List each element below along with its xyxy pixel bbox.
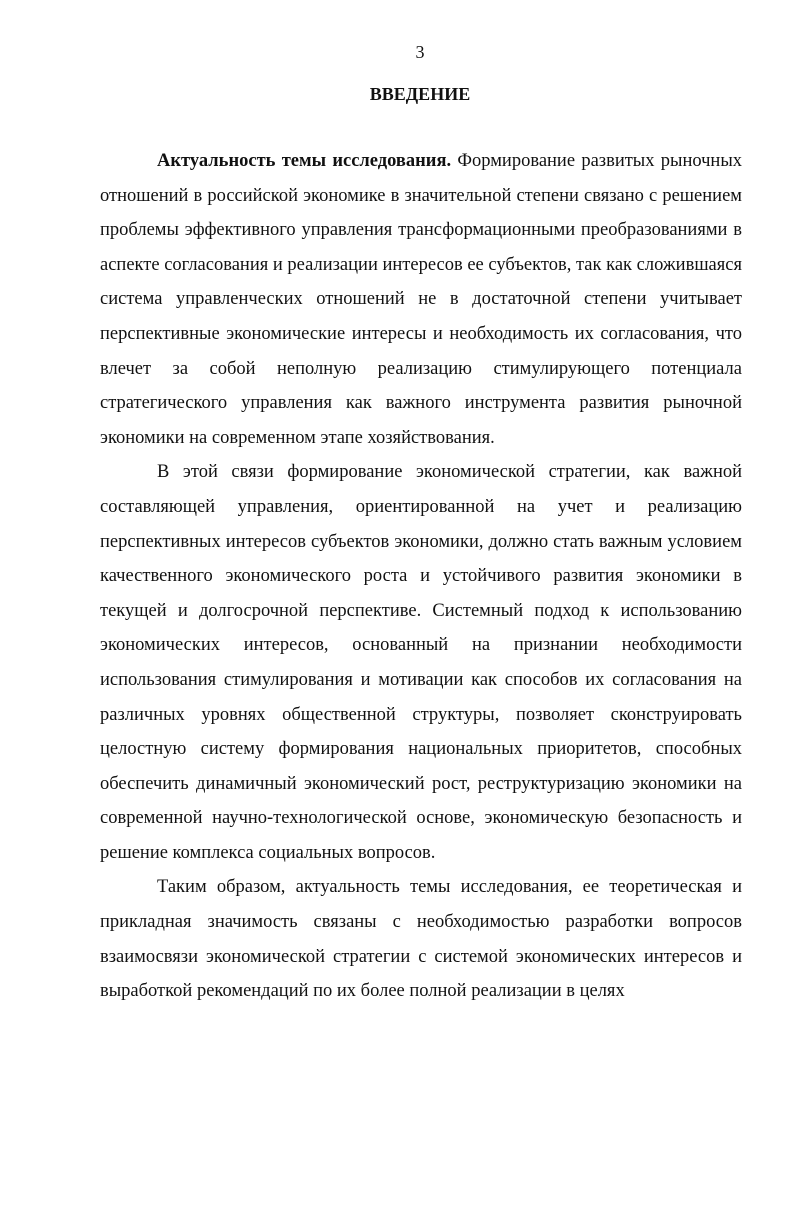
document-body — [100, 144, 742, 1009]
paragraph-text: Таким образом, актуальность темы исследования, ее теоретическая и прикладная значимость связаны с необходимостью разработки вопросов взаимосвязи экономической стратегии с системой экономических интересов и выработкой рекомендаций по их более полной реализации в целях — [100, 877, 742, 1002]
paragraph-text: Формирование развитых рыночных отношений в российской экономике в значительной степени связано с решением проблемы эффективного управления трансформационными преобразованиями в аспекте согласования и реализации интересов ее субъектов, так как сложившаяся система управленческих отношений не в достаточной степени учитывает перспективные экономические интересы и необходимость их согласования, что влечет за собой неполную реализацию стимулирующего потенциала стратегического управления как важного инструмента развития рыночной экономики на современном этапе хозяйствования. — [100, 151, 743, 448]
paragraph-conclusion — [100, 870, 742, 1008]
page-number: 3 — [415, 42, 425, 62]
paragraph-strategy — [100, 455, 742, 870]
paragraph-relevance — [100, 144, 742, 455]
paragraph-lead: Актуальность темы исследования. — [157, 151, 452, 171]
section-heading: ВВЕДЕНИЕ — [369, 84, 471, 104]
paragraph-text: В этой связи формирование экономической стратегии, как важной составляющей управления, ориентированной на учет и реализацию перспективных интересов субъектов экономики, должно стать важным условием качественного экономического роста и устойчивого развития экономики в текущей и долгосрочной перспективе. Системный подход к использованию экономических интересов, основанный на признании необходимости использования стимулирования и мотивации как способов их согласования на различных уровнях общественной структуры, позволяет сконструировать целостную систему формирования национальных приоритетов, способных обеспечить динамичный экономический рост, реструктуризацию экономики на современной научно-технологической основе, экономическую безопасность и решение комплекса социальных вопросов. — [100, 462, 742, 863]
